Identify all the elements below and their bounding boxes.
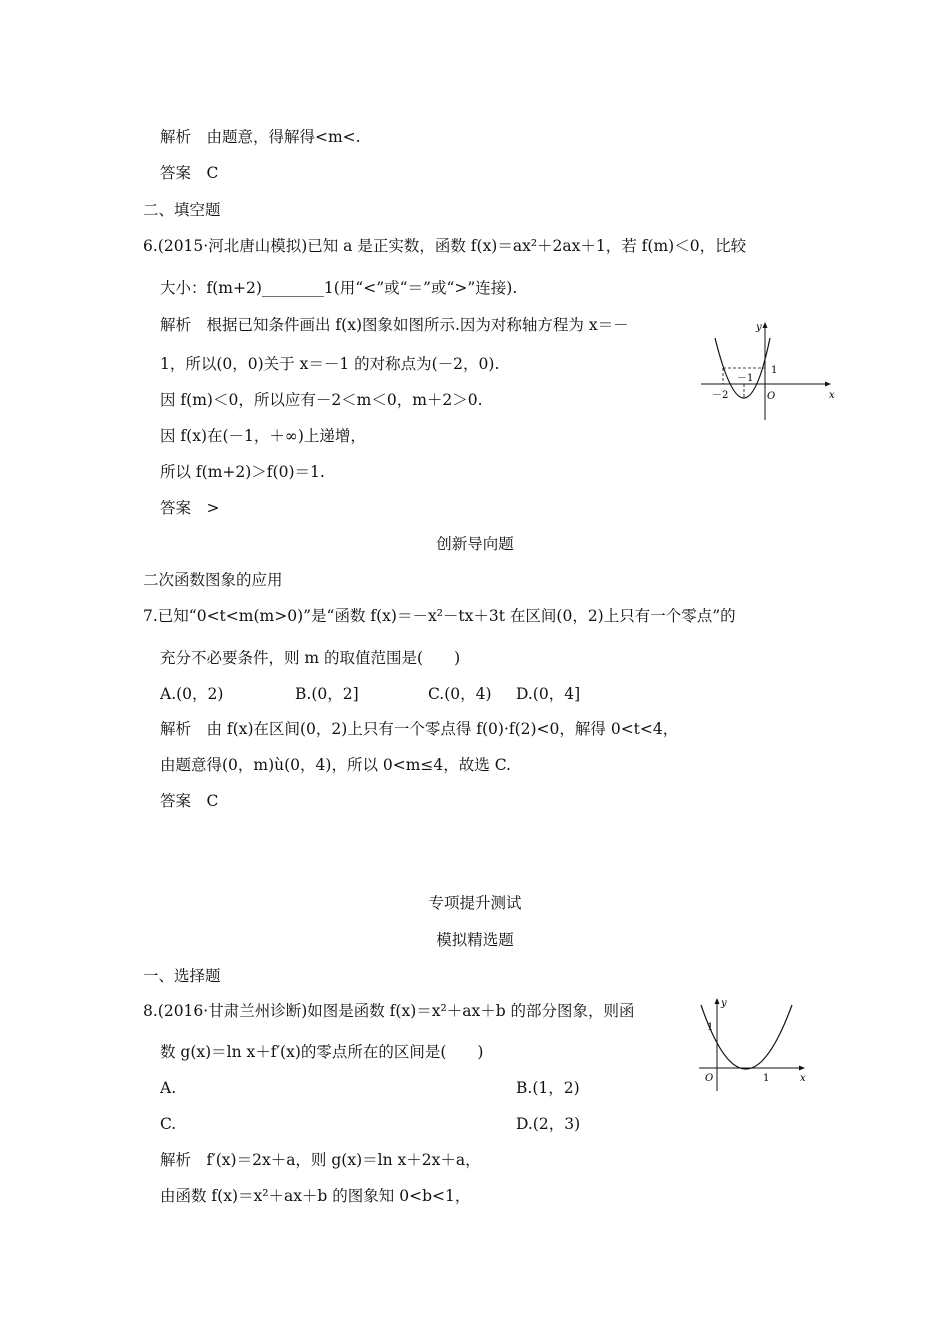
answer-text: 答案 > — [160, 499, 220, 517]
x-label: x — [800, 1073, 806, 1084]
analysis-text: 由题意得(0，m)ù(0，4)，所以 0<m≤4，故选 C. — [160, 756, 511, 774]
option-c: C. — [160, 1115, 177, 1133]
tick-y-1: 1 — [707, 1022, 714, 1033]
tick-neg1: －1 — [737, 373, 754, 384]
question-8: 8.(2016·甘肃兰州诊断)如图是函数 f(x)＝x²＋ax＋b 的部分图象，则函 — [143, 1002, 635, 1020]
analysis-text: 1，所以(0，0)关于 x＝－1 的对称点为(－2，0). — [160, 355, 500, 373]
analysis-text: 所以 f(m+2)＞f(0)＝1. — [160, 463, 325, 481]
analysis-text: 解析 f′(x)＝2x＋a，则 g(x)＝ln x＋2x＋a， — [160, 1151, 481, 1169]
x-label: x — [829, 390, 835, 401]
option-a: A.(0，2) — [160, 685, 224, 703]
section-title: 创新导向题 — [436, 535, 514, 553]
option-b: B.(1，2) — [516, 1079, 580, 1097]
analysis-text: 因 f(x)在(－1，＋∞)上递增， — [160, 427, 366, 445]
y-axis-arrow — [763, 322, 768, 328]
question-7-cont: 充分不必要条件，则 m 的取值范围是( ) — [160, 649, 461, 667]
section-heading: 一、选择题 — [143, 967, 221, 985]
x-axis-arrow — [825, 382, 831, 387]
question-6: 6.(2015·河北唐山模拟)已知 a 是正实数，函数 f(x)＝ax²＋2ax＋1，若 f(m)＜0，比较 — [143, 237, 747, 255]
analysis-text: 由函数 f(x)＝x²＋ax＋b 的图象知 0<b<1， — [160, 1187, 471, 1205]
answer-text: 答案 C — [160, 164, 219, 182]
option-a: A. — [160, 1079, 177, 1097]
option-b: B.(0，2] — [295, 685, 359, 703]
tick-x-1: 1 — [763, 1073, 770, 1084]
question-7: 7.已知“0<t<m(m>0)”是“函数 f(x)＝－x²－tx＋3t 在区间(0，2)上只有一个零点”的 — [143, 607, 736, 625]
analysis-text: 解析 由 f(x)在区间(0，2)上只有一个零点得 f(0)·f(2)<0，解得 0<t<4， — [160, 720, 679, 738]
option-d: D.(0，4] — [516, 685, 581, 703]
section-title: 专项提升测试 — [428, 894, 522, 912]
analysis-text: 解析 根据已知条件画出 f(x)图象如图所示.因为对称轴方程为 x＝－ — [160, 316, 629, 334]
topic-heading: 二次函数图象的应用 — [143, 571, 283, 589]
x-axis-arrow — [799, 1066, 805, 1071]
y-label: y — [756, 322, 762, 333]
analysis-text: 解析 由题意，得解得<m<. — [160, 128, 361, 146]
answer-text: 答案 C — [160, 792, 219, 810]
analysis-text: 因 f(m)＜0，所以应有－2＜m＜0，m＋2＞0. — [160, 391, 483, 409]
option-d: D.(2，3) — [516, 1115, 581, 1133]
parabola-curve — [701, 1005, 792, 1069]
origin-label: O — [767, 391, 776, 402]
question-8-cont: 数 g(x)＝ln x＋f′(x)的零点所在的区间是( ) — [160, 1043, 484, 1061]
subsection-title: 模拟精选题 — [436, 931, 514, 949]
parabola-figure-2 — [695, 993, 815, 1093]
tick-1: 1 — [771, 365, 778, 376]
y-axis-arrow — [715, 998, 720, 1004]
tick-neg2: －2 — [712, 390, 729, 401]
section-heading: 二、填空题 — [143, 201, 221, 219]
parabola-figure-1 — [695, 318, 840, 423]
y-label: y — [721, 998, 727, 1009]
option-c: C.(0，4) — [428, 685, 492, 703]
question-6-cont: 大小：f(m+2)________1(用“<”或“＝”或“>”连接). — [160, 279, 518, 297]
origin-label: O — [705, 1073, 714, 1084]
